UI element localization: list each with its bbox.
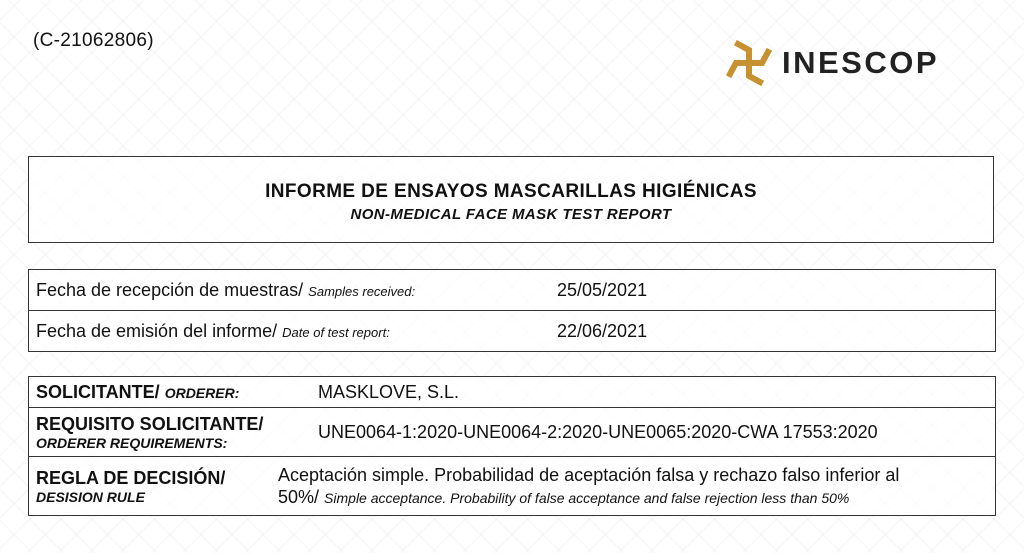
orderer-label: SOLICITANTE/ ORDERER:	[29, 377, 275, 408]
decision-rule-label: REGLA DE DECISIÓN/ DESISION RULE	[29, 457, 275, 516]
logo-text: INESCOP	[782, 45, 940, 80]
test-report-date-label: Fecha de emisión del informe/ Date of test report:	[29, 311, 552, 352]
report-subtitle: NON-MEDICAL FACE MASK TEST REPORT	[350, 206, 672, 223]
table-row	[29, 311, 996, 352]
dates-table	[28, 269, 996, 352]
decision-rule-value: Aceptación simple. Probabilidad de aceptación falsa y rechazo falso inferior al 50%/ Simple acceptance. Probability of false acceptance and false rejection less than 50%	[274, 457, 996, 516]
report-title-box	[28, 156, 994, 243]
table-row	[29, 377, 996, 408]
table-row	[29, 408, 996, 457]
report-title: INFORME DE ENSAYOS MASCARILLAS HIGIÉNICAS	[265, 181, 757, 202]
orderer-info-table	[28, 376, 996, 516]
requirements-value: UNE0064-1:2020-UNE0064-2:2020-UNE0065:2020-CWA 17553:2020	[274, 408, 996, 457]
inescop-logo-icon	[724, 38, 774, 88]
samples-received-label: Fecha de recepción de muestras/ Samples received:	[29, 270, 552, 311]
test-report-date-value: 22/06/2021	[551, 311, 996, 352]
samples-received-value: 25/05/2021	[551, 270, 996, 311]
orderer-value: MASKLOVE, S.L.	[274, 377, 996, 408]
report-reference: (C-21062806)	[33, 30, 154, 51]
requirements-label: REQUISITO SOLICITANTE/ ORDERER REQUIREMENTS:	[29, 408, 275, 457]
inescop-logo	[724, 38, 939, 88]
table-row	[29, 270, 996, 311]
table-row	[29, 457, 996, 516]
